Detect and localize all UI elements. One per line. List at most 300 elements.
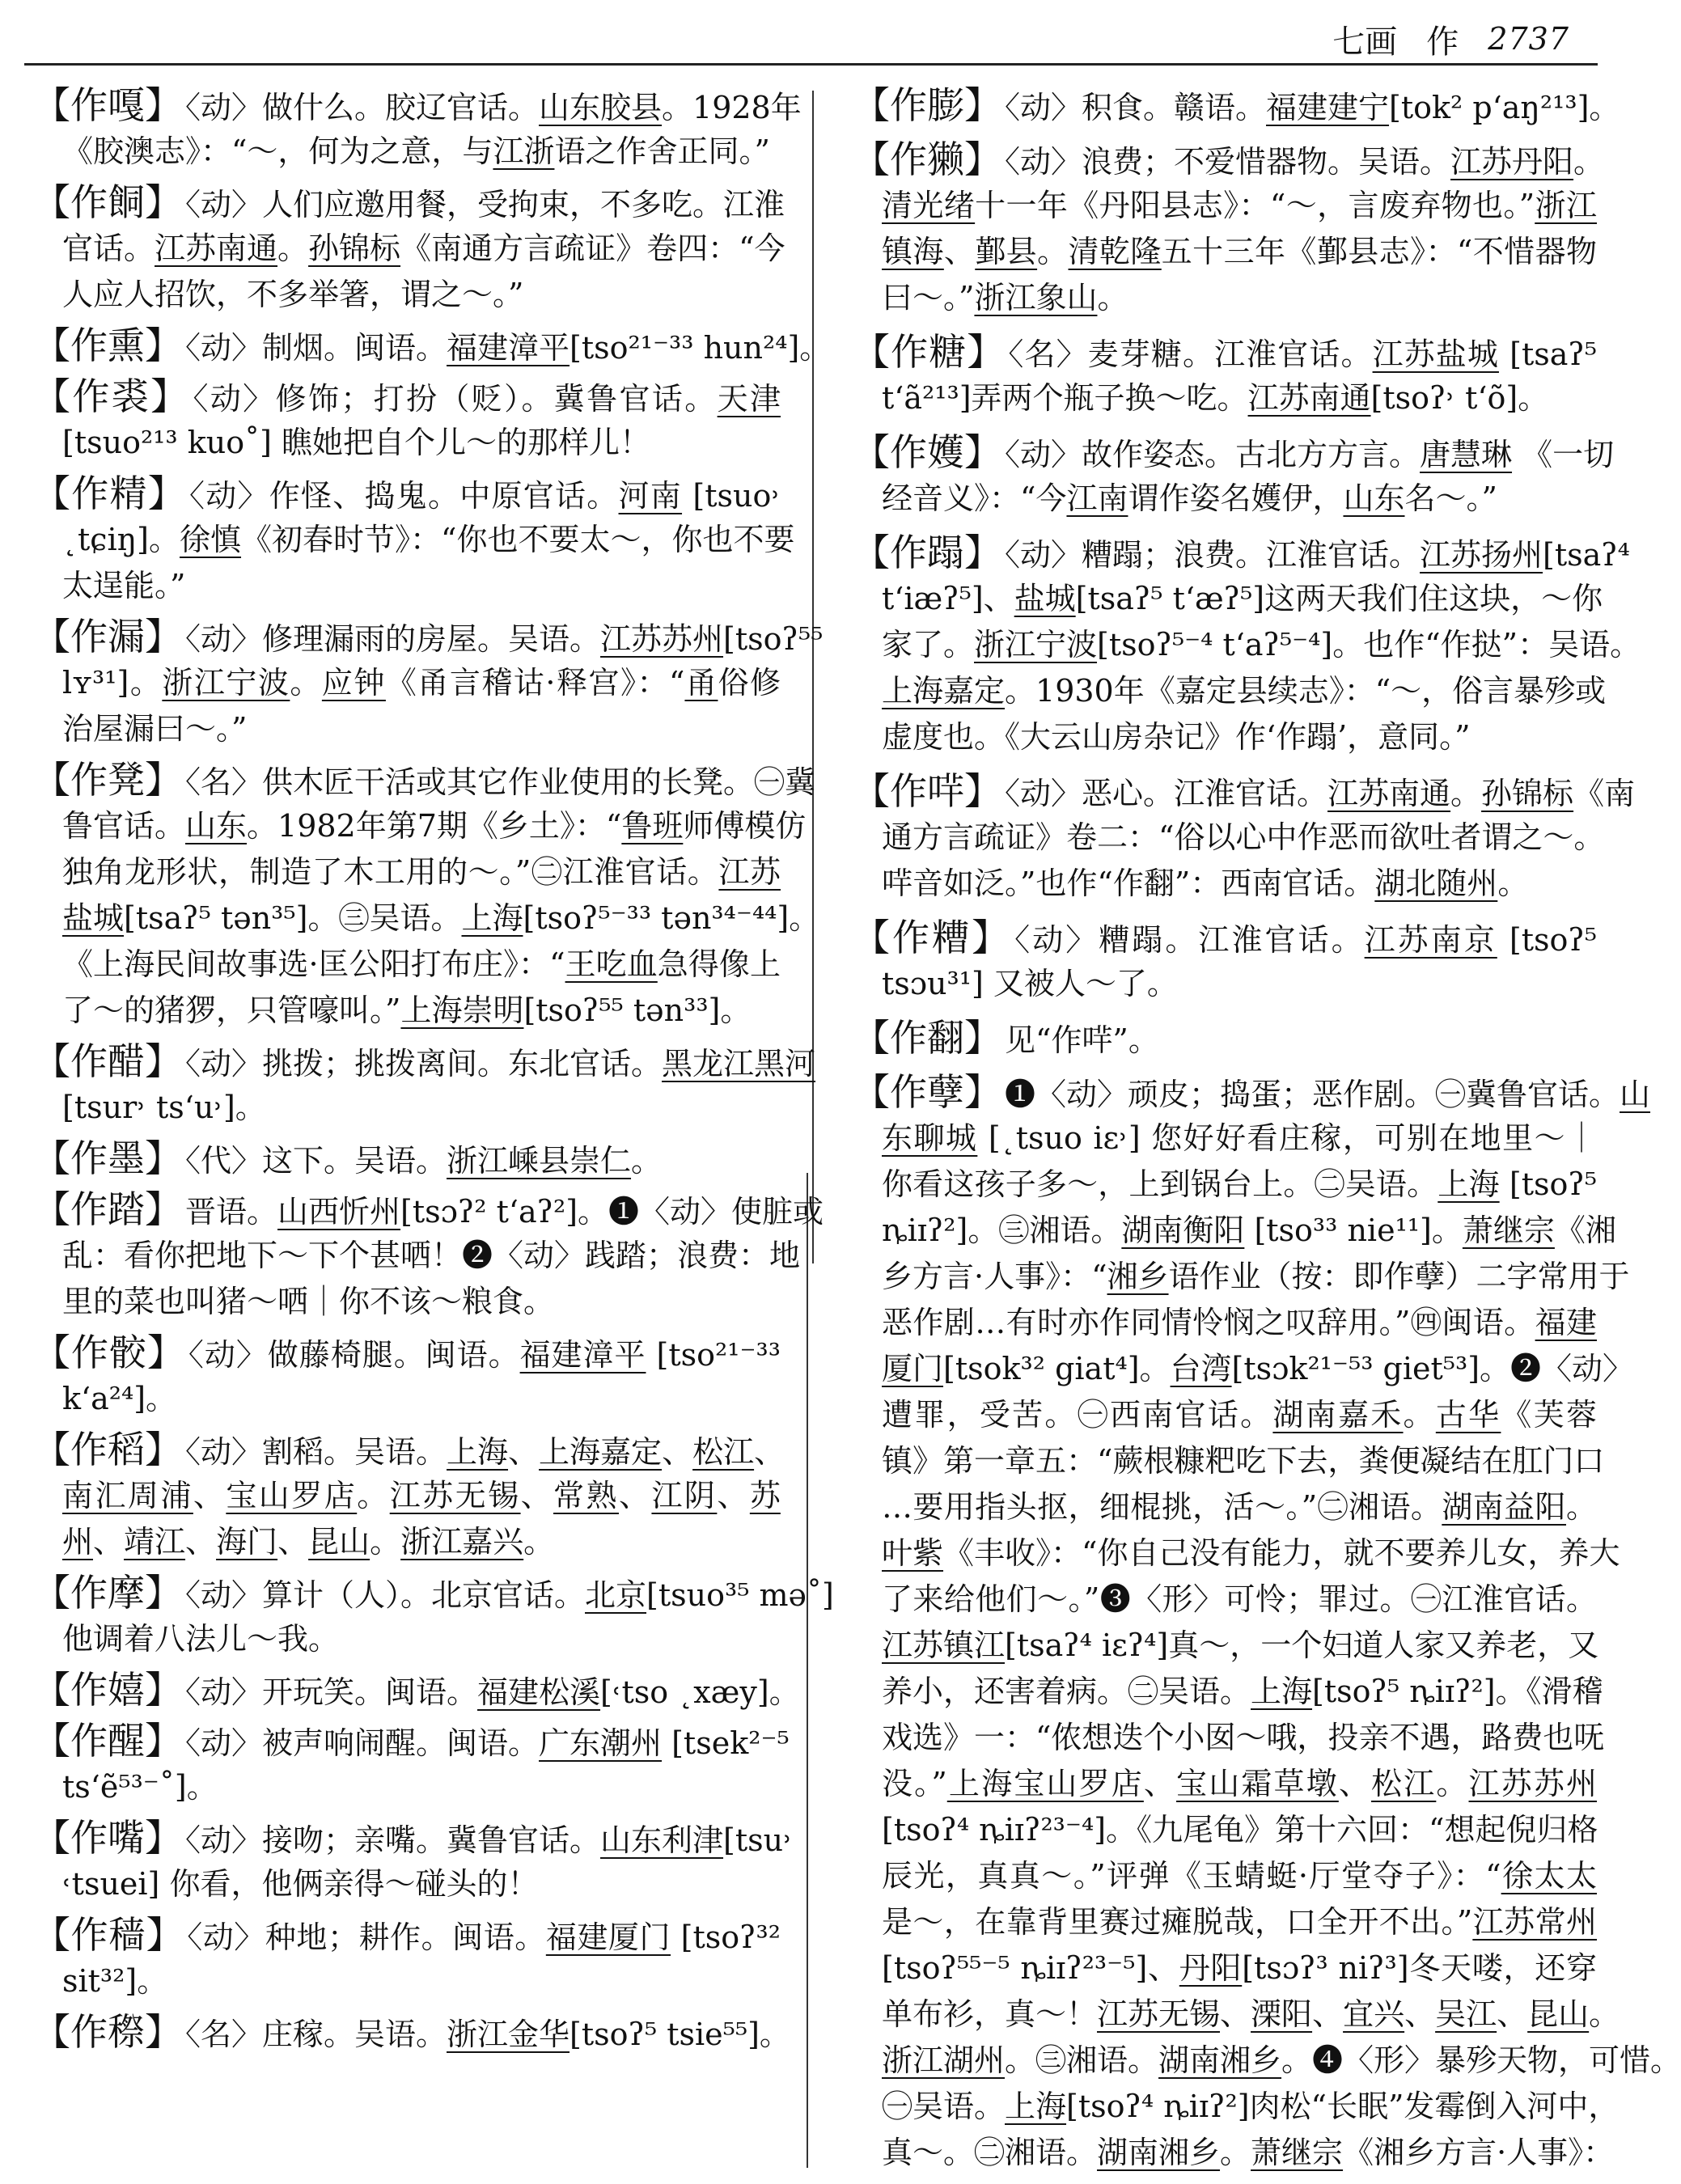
entry-text: sit³²]。 xyxy=(62,1963,168,1999)
entry-line xyxy=(882,1853,1597,1899)
underlined-place-or-author: 孙锦标 xyxy=(308,231,401,266)
underlined-place-or-author: 福建建宁 xyxy=(1266,90,1390,125)
entry-line xyxy=(33,83,802,129)
entry-headword: 【作醋】 xyxy=(33,1039,182,1083)
entry-text: [˓tso ˛xæy]。 xyxy=(600,1674,800,1710)
underlined-place-or-author: 宝山罗店 xyxy=(226,1478,358,1513)
entry-text: 〈名〉庄稼。吴语。 xyxy=(185,2017,447,2052)
underlined-place-or-author: 唐慧琳 xyxy=(1420,437,1513,472)
dictionary-entry xyxy=(33,1427,785,1565)
entry-text: 《南通方言疏证》卷四：“今 xyxy=(400,231,785,266)
entry-text: …要用指头抠，细棍挑，活～。”㊁湘语。 xyxy=(882,1489,1442,1525)
entry-text: [tsaʔ⁵ xyxy=(1498,336,1597,372)
underlined-place-or-author: 江苏无锡 xyxy=(389,1478,521,1513)
entry-line xyxy=(62,660,781,706)
dictionary-entry xyxy=(33,757,820,1034)
underlined-place-or-author: 江苏镇江 xyxy=(882,1627,1006,1663)
entry-headword: 【作嘎】 xyxy=(33,83,182,127)
entry-text: 通方言疏证》卷二：“俗以心中作恶而欲吐者谓之～。 xyxy=(882,819,1605,855)
entry-line xyxy=(882,1300,1597,1346)
entry-line xyxy=(62,988,781,1034)
dictionary-entry xyxy=(33,1039,816,1131)
entry-text: 。 xyxy=(1403,1397,1436,1433)
entry-line xyxy=(853,1015,1597,1061)
entry-line xyxy=(853,329,1597,375)
entry-headword: 【作凳】 xyxy=(33,758,182,802)
entry-line xyxy=(882,861,1597,907)
entry-text: 《一切 xyxy=(1512,437,1615,472)
entry-text: 家了。 xyxy=(882,627,975,662)
entry-text: 《芙蓉 xyxy=(1501,1397,1597,1433)
underlined-place-or-author: 江苏苏州 xyxy=(600,621,724,657)
entry-line xyxy=(33,1667,800,1713)
entry-text: 见“作哶”。 xyxy=(1005,1022,1159,1058)
entry-text: 经音义》：“今 xyxy=(882,480,1067,516)
underlined-place-or-author: 浙江嘉兴 xyxy=(400,1524,524,1560)
entry-text: ㊀吴语。 xyxy=(882,2089,1006,2124)
entry-text: [tsuo²¹³ kuo˚] 瞧她把自个儿～的那样儿！ xyxy=(62,425,651,460)
underlined-place-or-author: 浙江宁波 xyxy=(162,665,290,700)
underlined-place-or-author: 北京 xyxy=(585,1577,647,1613)
underlined-place-or-author: 山东胶县 xyxy=(539,90,663,125)
entry-text: 师傅模仿 xyxy=(683,808,807,844)
entry-text: [tsu˒ xyxy=(723,1822,793,1858)
entry-text: 是～，在靠背里赛过瘫脱哉，口全开不出。” xyxy=(882,1904,1473,1940)
entry-headword: 【作摩】 xyxy=(33,1571,182,1615)
entry-line xyxy=(33,471,781,517)
entry-line xyxy=(33,757,816,803)
entry-text: [tsoʔ⁵⁵ tən³³]。 xyxy=(523,993,752,1028)
entry-text: 。1928年 xyxy=(662,90,802,125)
entry-line xyxy=(62,942,781,988)
underlined-place-or-author: 孙锦标 xyxy=(1481,776,1574,811)
underlined-place-or-author: 山西忻州 xyxy=(277,1194,401,1230)
entry-line xyxy=(882,1623,1597,1669)
underlined-place-or-author: 上海 xyxy=(1438,1166,1500,1202)
entry-text: 恶作剧…有时亦作同情怜悯之叹辞用。”㊃闽语。 xyxy=(882,1305,1535,1340)
underlined-place-or-author: 徐太太 xyxy=(1501,1858,1597,1894)
underlined-place-or-author: 湖南嘉禾 xyxy=(1272,1397,1404,1433)
underlined-place-or-author: 湖南湘乡 xyxy=(1097,2135,1221,2170)
entry-line xyxy=(62,1616,781,1662)
dictionary-entry xyxy=(33,2009,790,2055)
underlined-place-or-author: 浙江湖州 xyxy=(882,2042,1006,2078)
entry-line xyxy=(62,563,781,609)
dictionary-entry xyxy=(853,137,1605,321)
entry-headword: 【作孽】 xyxy=(853,1070,1001,1114)
underlined-place-or-author: 福建厦门 xyxy=(545,1919,671,1955)
entry-text: [tsoʔ⁴ ȵiɪʔ²]肉松“长眠”发霉倒入河中， xyxy=(1066,2089,1620,2124)
entry-line xyxy=(33,1187,824,1233)
entry-text: 。 xyxy=(1450,776,1482,811)
entry-text: 。 xyxy=(631,1143,663,1179)
entry-text: [tsaʔ⁴ xyxy=(1543,537,1630,573)
entry-line xyxy=(62,706,781,752)
entry-text: 〈动〉割稻。吴语。 xyxy=(185,1434,447,1470)
entry-text: 治屋漏曰～。” xyxy=(62,711,248,747)
dictionary-entry xyxy=(33,180,785,318)
entry-line xyxy=(62,1861,781,1907)
underlined-place-or-author: 江南 xyxy=(1066,480,1128,516)
entry-line xyxy=(882,1254,1630,1300)
entry-text: 、 xyxy=(1338,1766,1371,1801)
entry-text: 十一年《丹阳县志》：“～，言废弃物也。” xyxy=(975,188,1535,223)
entry-line xyxy=(882,1346,1634,1392)
entry-text: 〈动〉接吻；亲嘴。冀鲁官话。 xyxy=(185,1822,601,1858)
entry-text: 单布衫，真～！ xyxy=(882,1996,1098,2032)
entry-text: 、 xyxy=(277,1524,309,1560)
entry-line xyxy=(882,668,1607,714)
entry-text: ts‘ẽ⁵³⁻˚]。 xyxy=(62,1769,218,1805)
underlined-place-or-author: 盐城 xyxy=(1014,581,1076,616)
underlined-place-or-author: 江苏丹阳 xyxy=(1450,144,1574,180)
entry-text: [tok² p‘aŋ²¹³]。 xyxy=(1389,90,1620,125)
entry-line xyxy=(33,1570,834,1616)
entry-text: 戏选》一：“侬想迭个小囡～哦，投亲不遇，路费也呒 xyxy=(882,1720,1605,1755)
dictionary-entry xyxy=(33,1330,781,1422)
dictionary-entry xyxy=(33,1815,793,1907)
dictionary-entry xyxy=(33,1136,781,1182)
underlined-place-or-author: 鲁班 xyxy=(621,808,684,844)
entry-text: 里的菜也叫猪～哂｜你不该～粮食。 xyxy=(62,1284,555,1319)
underlined-place-or-author: 台湾 xyxy=(1170,1351,1232,1386)
entry-line xyxy=(882,714,1597,760)
dictionary-entry xyxy=(33,374,781,466)
entry-text: 急得像上 xyxy=(657,946,781,982)
entry-line xyxy=(33,1136,781,1182)
underlined-place-or-author: 清乾隆 xyxy=(1068,234,1162,269)
underlined-place-or-author: 甬 xyxy=(684,665,718,700)
entry-line xyxy=(882,183,1597,229)
header-rule xyxy=(24,63,1598,66)
entry-text: ˛tɕiŋ]。 xyxy=(62,522,180,557)
dictionary-entry xyxy=(33,1912,781,2004)
dictionary-entry xyxy=(853,915,1597,1007)
entry-text: [tsuo˒ xyxy=(682,478,781,514)
underlined-place-or-author: 江苏盐城 xyxy=(1372,336,1499,372)
underlined-place-or-author: 浙江嵊县崇仁 xyxy=(447,1143,632,1179)
entry-text: 。 xyxy=(523,1524,555,1560)
entry-line xyxy=(62,129,781,175)
entry-text: 〈动〉糟蹋；浪费。江淮官话。 xyxy=(1005,537,1421,573)
entry-text: t‘iæʔ⁵]、 xyxy=(882,581,1014,616)
entry-text: 他调着八法儿～我。 xyxy=(62,1621,340,1657)
dictionary-entry xyxy=(33,83,802,175)
entry-text: [tsaʔ⁴ iɛʔ⁴]真～，一个妇道人家又养老，又 xyxy=(1005,1627,1599,1663)
underlined-place-or-author: 宝山霜草墩 xyxy=(1176,1766,1339,1801)
underlined-place-or-author: 盐城 xyxy=(62,900,125,936)
underlined-place-or-author: 昆山 xyxy=(1527,1996,1590,2032)
underlined-place-or-author: 天津 xyxy=(717,381,781,417)
entry-text: [tsoʔ⁵ xyxy=(1499,1166,1597,1202)
underlined-place-or-author: 上海 xyxy=(1005,2089,1067,2124)
entry-text: 《上海民间故事选·匡公阳打布庄》：“ xyxy=(62,946,565,982)
entry-text: 、 xyxy=(185,1524,217,1560)
underlined-place-or-author: 浙江 xyxy=(1535,188,1597,223)
underlined-place-or-author: 松江 xyxy=(1371,1766,1437,1801)
entry-line xyxy=(62,272,781,318)
entry-text: k‘a²⁴]。 xyxy=(62,1381,177,1416)
entry-text: 。 xyxy=(1220,2135,1251,2170)
entry-text: 太逞能。” xyxy=(62,568,186,603)
underlined-place-or-author: 昆山 xyxy=(308,1524,370,1560)
entry-line xyxy=(62,1764,781,1810)
entry-line xyxy=(62,1233,801,1279)
entry-text: 、 xyxy=(1404,1996,1436,2032)
entry-line xyxy=(62,1085,781,1131)
entry-line xyxy=(853,530,1630,576)
underlined-place-or-author: 应钟 xyxy=(321,665,386,700)
entry-text: 虚度也。《大云山房杂记》作‘作蹋’，意同。” xyxy=(882,719,1471,755)
underlined-place-or-author: 山东利津 xyxy=(600,1822,724,1858)
entry-line xyxy=(62,849,781,895)
dictionary-entry xyxy=(33,323,831,369)
entry-headword: 【作穑】 xyxy=(33,1913,184,1957)
underlined-place-or-author: 江苏扬州 xyxy=(1420,537,1543,573)
entry-text: [tsuo³⁵ mə˚] xyxy=(646,1577,834,1613)
left-column xyxy=(33,83,834,2060)
column-divider-upper xyxy=(812,91,814,1263)
entry-text: 遭罪，受苦。㊀西南官话。 xyxy=(882,1397,1273,1433)
underlined-place-or-author: 湘乡 xyxy=(1107,1259,1169,1294)
entry-text: tsɔu³¹] 又被人～了。 xyxy=(882,966,1178,1001)
entry-headword: 【作精】 xyxy=(33,472,187,515)
underlined-place-or-author: 海门 xyxy=(216,1524,278,1560)
entry-line xyxy=(882,815,1605,861)
entry-text: 了来给他们～。”❸〈形〉可怜；罪过。㊀江淮官话。 xyxy=(882,1581,1597,1617)
underlined-place-or-author: 南汇周浦 xyxy=(62,1478,193,1513)
dictionary-entry xyxy=(853,83,1620,129)
dictionary-entry xyxy=(33,1570,834,1662)
underlined-place-or-author: 山东 xyxy=(185,808,248,844)
entry-line xyxy=(882,1530,1620,1577)
entry-text: 养小，还害着病。㊁吴语。 xyxy=(882,1674,1251,1709)
underlined-place-or-author: 江苏南京 xyxy=(1364,922,1497,958)
underlined-place-or-author: 江苏南通 xyxy=(1247,380,1371,416)
entry-text: 了～的猪猡，只管嚎叫。” xyxy=(62,993,401,1028)
entry-text: 〈动〉制烟。闽语。 xyxy=(185,330,447,366)
entry-line xyxy=(853,137,1605,183)
underlined-place-or-author: 松江 xyxy=(692,1434,755,1470)
running-head-section: 七画 xyxy=(1332,23,1398,61)
entry-line xyxy=(33,323,831,369)
dictionary-entry xyxy=(853,329,1597,421)
entry-text: 、 xyxy=(943,234,976,269)
entry-text: 乡方言·人事》：“ xyxy=(882,1259,1107,1294)
underlined-place-or-author: 古华 xyxy=(1435,1397,1501,1433)
entry-text: 、 xyxy=(508,1434,540,1470)
entry-text: 语作业（按：即作孽）二字常用于 xyxy=(1168,1259,1630,1294)
underlined-place-or-author: 湖北随州 xyxy=(1374,866,1498,901)
underlined-place-or-author: 萧继宗 xyxy=(1462,1213,1555,1248)
entry-text: ˓tsuei] 你看，他俩亲得～碰头的！ xyxy=(62,1866,539,1902)
underlined-place-or-author: 江苏常州 xyxy=(1472,1904,1597,1940)
underlined-place-or-author: 上海 xyxy=(461,900,523,936)
entry-text: 〈动〉开玩笑。闽语。 xyxy=(185,1674,478,1710)
entry-text: 。1982年第7期《乡土》：“ xyxy=(247,808,622,844)
entry-text: 。㊂湘语。 xyxy=(1005,2042,1159,2078)
entry-text: [tsoʔ⁵⁻³³ tən³⁴⁻⁴⁴]。 xyxy=(523,900,820,936)
entry-text: ❶〈动〉顽皮；捣蛋；恶作剧。㊀冀鲁官话。 xyxy=(1005,1077,1620,1112)
entry-line xyxy=(882,1208,1616,1254)
dictionary-entry xyxy=(853,1069,1681,2176)
entry-text: 人应人招饮，不多举箸，谓之～。” xyxy=(62,277,524,312)
entry-headword: 【作漏】 xyxy=(33,615,182,658)
entry-text: 〈动〉被声响闹醒。闽语。 xyxy=(185,1725,540,1761)
entry-line xyxy=(33,1427,785,1473)
entry-text: [tsoʔ⁵ xyxy=(1497,922,1597,958)
entry-text: 〈动〉浪费；不爱惜器物。吴语。 xyxy=(1005,144,1451,180)
entry-line xyxy=(62,1279,781,1325)
underlined-place-or-author: 镇海 xyxy=(882,234,944,269)
underlined-place-or-author: 上海 xyxy=(447,1434,509,1470)
entry-line xyxy=(33,1815,793,1861)
entry-text: [tsoʔ⁵ tsie⁵⁵]。 xyxy=(570,2017,790,2052)
entry-line xyxy=(882,476,1597,522)
entry-text: [tsoʔ˒ t‘õ]。 xyxy=(1370,380,1549,416)
entry-text: 。 xyxy=(1436,1766,1469,1801)
underlined-place-or-author: 苏 xyxy=(749,1478,781,1513)
entry-text: 〈动〉人们应邀用餐，受拘束，不多吃。江淮 xyxy=(185,187,785,222)
entry-text: 。 xyxy=(1565,1489,1597,1525)
entry-line xyxy=(882,1715,1605,1761)
entry-text: 〈动〉做什么。胶辽官话。 xyxy=(185,90,540,125)
entry-line xyxy=(62,1376,781,1422)
entry-headword: 【作穄】 xyxy=(33,2010,182,2054)
underlined-place-or-author: 河南 xyxy=(618,478,683,514)
entry-line xyxy=(882,375,1597,421)
entry-text: [tsok³² giat⁴]。 xyxy=(943,1351,1171,1386)
page-number: 2737 xyxy=(1488,21,1569,57)
entry-text: 、 xyxy=(618,1478,652,1513)
underlined-place-or-author: 叶紫 xyxy=(882,1535,944,1571)
underlined-place-or-author: 鄞县 xyxy=(975,234,1038,269)
entry-line xyxy=(882,2084,1620,2130)
entry-line xyxy=(882,229,1597,275)
entry-text: 。 xyxy=(1037,234,1069,269)
underlined-place-or-author: 上海嘉定 xyxy=(539,1434,663,1470)
entry-text: [tsaʔ⁵ t‘æʔ⁵]这两天我们住这块，～你 xyxy=(1075,581,1603,616)
entry-headword: 【作哶】 xyxy=(853,769,1001,813)
underlined-place-or-author: 丹阳 xyxy=(1179,1950,1243,1986)
entry-headword: 【作餇】 xyxy=(33,180,182,224)
entry-text: 真～。㊁湘语。 xyxy=(882,2135,1098,2170)
entry-text: [tsek²⁻⁵ xyxy=(662,1725,790,1761)
entry-headword: 【作嘴】 xyxy=(33,1816,182,1860)
entry-text: 〈代〉这下。吴语。 xyxy=(185,1143,447,1179)
entry-line xyxy=(62,1958,781,2004)
entry-headword: 【作墨】 xyxy=(33,1136,182,1180)
entry-text: [tsɔk²¹⁻⁵³ giet⁵³]。❷〈动〉 xyxy=(1231,1351,1634,1386)
underlined-place-or-author: 湖南衡阳 xyxy=(1121,1213,1245,1248)
entry-line xyxy=(853,1069,1651,1115)
entry-line xyxy=(33,1718,790,1764)
dictionary-entry xyxy=(33,614,824,752)
entry-line xyxy=(882,1484,1597,1530)
entry-text: [tso²¹⁻³³ xyxy=(646,1337,781,1373)
entry-text: [tso²¹⁻³³ hun²⁴]。 xyxy=(570,330,831,366)
entry-text: 鲁官话。 xyxy=(62,808,186,844)
entry-text: 〈动〉作怪、捣鬼。中原官话。 xyxy=(189,478,619,514)
entry-headword: 【作嬉】 xyxy=(33,1668,182,1712)
entry-line xyxy=(33,614,824,660)
entry-text: 语之作舍正同。” xyxy=(554,133,770,169)
column-divider-lower xyxy=(807,1173,808,2168)
underlined-place-or-author: 广东潮州 xyxy=(539,1725,663,1761)
entry-headword: 【作裘】 xyxy=(33,375,190,418)
underlined-place-or-author: 福建松溪 xyxy=(477,1674,601,1710)
entry-line xyxy=(33,180,785,226)
underlined-place-or-author: 湖南湘乡 xyxy=(1158,2042,1282,2078)
entry-text: 〈动〉种地；耕作。闽语。 xyxy=(187,1919,546,1955)
entry-text: 哶音如泛。”也作“作翻”：西南官话。 xyxy=(882,866,1375,901)
entry-text: 。 xyxy=(1589,1996,1620,2032)
entry-text: 《湘 xyxy=(1554,1213,1616,1248)
dictionary-entry xyxy=(853,768,1636,907)
entry-text: 。 xyxy=(1573,144,1605,180)
running-head-character: 作 xyxy=(1426,23,1459,61)
entry-text: 。1930年《嘉定县续志》：“～，俗言暴殄或 xyxy=(1005,673,1607,709)
entry-text: 名～。” xyxy=(1404,480,1497,516)
entry-text: 俗修 xyxy=(718,665,781,700)
entry-text: 。 xyxy=(1497,866,1529,901)
entry-line xyxy=(882,576,1603,622)
entry-text: t‘ã²¹³]弄两个瓶子换～吃。 xyxy=(882,380,1248,416)
entry-text: 《湘乡方言·人事》： xyxy=(1343,2135,1615,2170)
entry-text: 独角龙形状，制造了木工用的～。”㊁江淮官话。 xyxy=(62,854,719,890)
underlined-place-or-author: 福建漳平 xyxy=(447,330,570,366)
underlined-place-or-author: 上海嘉定 xyxy=(882,673,1006,709)
entry-headword: 【作膨】 xyxy=(853,83,1001,127)
underlined-place-or-author: 江苏南通 xyxy=(1327,776,1451,811)
entry-text: 晋语。 xyxy=(185,1194,278,1230)
underlined-place-or-author: 江阴 xyxy=(651,1478,718,1513)
entry-line xyxy=(882,1761,1597,1807)
underlined-place-or-author: 溧阳 xyxy=(1251,1996,1313,2032)
entry-line xyxy=(882,1162,1597,1208)
entry-text: 〈动〉糟蹋。江淮官话。 xyxy=(1014,922,1365,958)
entry-text: 你看这孩子多～，上到锅台上。㊁吴语。 xyxy=(882,1166,1438,1202)
entry-headword: 【作熏】 xyxy=(33,324,182,367)
entry-text: 《初春时节》：“你也不要太～，你也不要 xyxy=(241,522,795,557)
entry-text: 〈动〉修理漏雨的房屋。吴语。 xyxy=(185,621,601,657)
entry-text: 、 xyxy=(193,1478,227,1513)
entry-line xyxy=(33,1912,781,1958)
underlined-place-or-author: 山 xyxy=(1620,1077,1651,1112)
dictionary-entry xyxy=(33,1718,790,1810)
entry-line xyxy=(882,1899,1597,1945)
entry-text: 〈动〉做藤椅腿。闽语。 xyxy=(188,1337,520,1373)
entry-text: 《丰收》：“你自己没有能力，就不要养儿女，养大 xyxy=(943,1535,1620,1571)
entry-headword: 【作醒】 xyxy=(33,1719,182,1763)
entry-text: [tsɔʔ² t‘aʔ²]。❶〈动〉使脏或 xyxy=(400,1194,824,1230)
entry-text: [tsɔʔ³ niʔ³]冬天喽，还穿 xyxy=(1242,1950,1597,1986)
entry-text: 。 xyxy=(277,231,309,266)
entry-line xyxy=(33,1330,781,1376)
entry-text: ȵiɪʔ²]。㊂湘语。 xyxy=(882,1213,1122,1248)
entry-text: 〈动〉积食。赣语。 xyxy=(1005,90,1267,125)
underlined-place-or-author: 湖南益阳 xyxy=(1442,1489,1566,1525)
entry-headword: 【作蹋】 xyxy=(853,531,1001,574)
underlined-place-or-author: 上海 xyxy=(1251,1674,1313,1709)
underlined-place-or-author: 徐慎 xyxy=(180,522,242,557)
entry-line xyxy=(62,420,781,466)
dictionary-entry xyxy=(33,1667,800,1713)
entry-text: 〈名〉供木匠干活或其它作业使用的长凳。㊀冀 xyxy=(185,764,816,800)
entry-text: [tsoʔ⁵ ȵiɪʔ²]。《滑稽 xyxy=(1312,1674,1603,1709)
entry-text: 、 xyxy=(1497,1996,1528,2032)
underlined-place-or-author: 东聊城 xyxy=(882,1120,978,1156)
